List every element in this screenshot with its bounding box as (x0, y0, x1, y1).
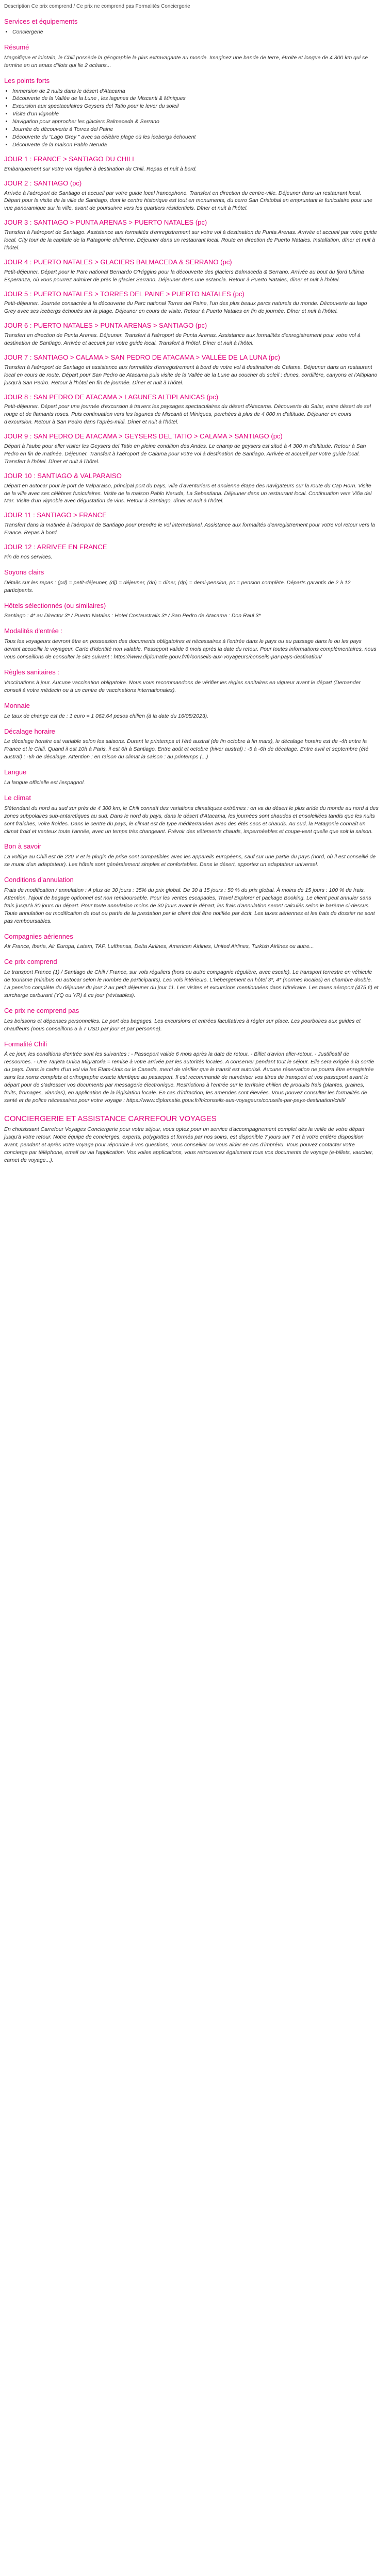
day-title: JOUR 7 : SANTIAGO > CALAMA > SAN PEDRO DE ATACAMA > VALLÉE DE LA LUNA (pc) (4, 353, 280, 361)
day-text: Petit-déjeuner. Journée consacrée à la découverte du Parc national Torres del Paine, l'un des plus beaux parcs naturels du monde. Découverte du lago Grey avec ses icebergs échoués sur la plage. Déjeuner en cours de visite. Retour à Puerto Natales en fin de journée. Dîner et nuit à l'hôtel. (4, 300, 367, 315)
day-text: Transfert à l'aéroport de Santiago. Assistance aux formalités d'enregistrement sur votre vol à destination de Punta Arenas. Arrivée et accueil par votre guide local. City tour de la capitale de la Patagonie chilienne. Déjeuner dans un restaurant local. Route en direction de Puerto Natales. Installation, dîner et nuit à l'hôtel. (4, 229, 377, 251)
services-list (4, 28, 379, 36)
section-heading: Décalage horaire (4, 727, 56, 735)
section-text: En choisissant Carrefour Voyages Conciergerie pour votre séjour, vous optez pour un service d'accompagnement complet dès la veille de votre départ jusqu'à votre retour. Notre équipe de concierges, experts, polyglottes et formés par nos soins, est disponible 7 jours sur 7 et à votre entière disposition avant, pendant et après votre voyage pour répondre à vos questions, vous conseiller ou vous aider en cas d'imprévu. Vous pouvez contacter votre concierge par téléphone, email ou via l'application. Vos voiles applications, vous retrouverez également tous vos documents de voyage (e-billets, vaucher, carnet de voyage...). (4, 1126, 373, 1163)
breadcrumb: Description Ce prix comprend / Ce prix ne comprend pas Formalités Conciergerie (4, 4, 190, 9)
day-text: Petit-déjeuner. Départ pour une journée d'excursion à travers les paysages spectaculaires du désert d'Atacama. Découverte du Salar, entre désert de sel rouge et de flamants roses. Puis continuation vers les lagunes de Miscanti et Miniques, perchées à plus de 4 000 m d'altitude. Déjeuner en cours d'excursion. Retour à San Pedro dans l'après-midi. Dîner et nuit à l'hôtel. (4, 403, 371, 426)
section-text: Tous les voyageurs devront être en possession des documents obligatoires et nécessaires à l'entrée dans le pays ou au passage dans le ou les pays devant accueillir le voyageur. Carte d'identité non valable. Passeport valide 6 mois après la date du retour. Pour toutes informations complémentaires, nous vous conseillons de consulter le site suivant : https://www.diplomatie.gouv.fr/fr/conseils-aux-voyageurs/conseils-par-pays-destination/ (4, 638, 377, 660)
day-title: JOUR 2 : SANTIAGO (pc) (4, 179, 82, 187)
section-heading: Monnaie (4, 701, 30, 709)
list-item: • Excursion aux spectaculaires Geysers del Tatio pour le lever du soleil (12, 103, 379, 110)
day-text: Fin de nos services. (4, 553, 53, 560)
section-text: Santiago : 4* au Director 3* / Puerto Natales : Hotel Costaustralis 3* / San Pedro de Atacama : Don Raul 3* (4, 613, 261, 619)
section-heading: Ce prix comprend (4, 958, 57, 966)
highlights-list (4, 88, 379, 149)
day-text: Embarquement sur votre vol régulier à destination du Chili. Repas et nuit à bord. (4, 165, 197, 172)
day-text: Transfert dans la matinée à l'aéroport de Santiago pour prendre le vol international. Assistance aux formalités d'enregistrement pour votre vol retour vers la France. Repas à bord. (4, 522, 375, 536)
section-heading: Règles sanitaires : (4, 668, 59, 676)
section-text: Air France, Iberia, Air Europa, Latam, TAP, Lufthansa, Delta Airlines, American Airlines, United Airlines, Turkish Airlines ou autre... (4, 943, 314, 950)
list-item: • Visite d'un vignoble (12, 110, 379, 118)
day-title: JOUR 1 : FRANCE > SANTIAGO DU CHILI (4, 155, 134, 163)
list-item: • Découverte de la maison Pablo Neruda (12, 141, 379, 149)
list-item: • Journée de découverte à Torres del Paine (12, 126, 379, 133)
day-text: Transfert en direction de Punta Arenas. Déjeuner. Transfert à l'aéroport de Punta Arenas. Assistance aux formalités d'enregistrement pour votre vol à destination de Santiago. Arrivée et accueil par votre guide local. Transfert à l'hôtel. Dîner et nuit à l'hôtel. (4, 332, 361, 347)
info-sections (4, 568, 379, 1164)
section-heading: Conditions d'annulation (4, 876, 74, 884)
section-text: Frais de modification / annulation : A plus de 30 jours : 35% du prix global. De 30 à 15 jours : 50 % du prix global. À moins de 15 jours : 100 % de frais. Attention, l'ajout de bagage optionnel est non remboursable. Pour les ventes escapades, Travel Explorer et package Booking. Le client peut annuler sans frais jusqu'à 30 jours du départ. Pour toute annulation moins de 30 jours avant le départ, les frais d'annulation seront calculés selon le barème ci-dessus. Toute annulation ou modification de tout ou partie de la prestation par le client doit être notifiée par écrit. Les taxes aériennes et les frais de dossier ne sont pas remboursables. (4, 887, 375, 924)
day-title: JOUR 12 : ARRIVEE EN FRANCE (4, 543, 107, 551)
itinerary (4, 155, 379, 561)
list-item: • Immersion de 2 nuits dans le désert d'Atacama (12, 88, 379, 95)
day-title: JOUR 9 : SAN PEDRO DE ATACAMA > GEYSERS DEL TATIO > CALAMA > SANTIAGO (pc) (4, 432, 283, 440)
section-heading: Soyons clairs (4, 568, 44, 576)
day-text: Arrivée à l'aéroport de Santiago et accueil par votre guide local francophone. Transfert en direction du centre-ville. Déjeuner dans un restaurant local. Départ pour la visite de la ville de Santiago, dont le centre historique est tout en monuments, du cerro San Cristobal en empruntant le funiculaire pour une vue panoramique sur la ville, avant de poursuivre vers les quartiers résidentiels. Dîner et nuit à l'hôtel. (4, 190, 372, 212)
section-text: Le décalage horaire est variable selon les saisons. Durant le printemps et l'été austral (de fin octobre à fin mars), le décalage horaire est de -4h entre la France et le Chili. Quand il est 10h à Paris, il est 6h à Santiago. Entre août et octobre (hiver austral) : -5 à -6h de décalage. Entre avril et septembre (été austral) : -6h de décalage. Attention : en raison du climat la saison : au printemps (...) (4, 738, 369, 760)
list-item: • Conciergerie (12, 28, 379, 36)
section-heading: Formalité Chili (4, 1040, 47, 1048)
section-heading: Langue (4, 768, 27, 776)
section-heading: Ce prix ne comprend pas (4, 1006, 79, 1014)
section-text: Les boissons et dépenses personnelles. Le port des bagages. Les excursions et entrées facultatives à régler sur place. Les pourboires aux guides et chauffeurs (nous conseillons 5 à 7 USD par jour et par personne). (4, 1018, 361, 1032)
section-text: À ce jour, les conditions d'entrée sont les suivantes : - Passeport valide 6 mois après la date de retour. - Billet d'avion aller-retour. - Justificatif de ressources. - Une Tarjeta Unica Migratoria = remise à votre arrivée par les autorités locales. A conserver pendant tout le séjour. Elle sera exigée à la sortie du pays. Dans le cadre d'un vol via les Etats-Unis ou le Canada, merci de vérifier que le transit est autorisé. Aucune réservation ne pourra être enregistrée sans les noms complets et orthographe exacte identique au passeport. Il est recommandé de numériser vos titres de transport et vos passeport avant le départ pour de s'adresser vos documents par messagerie électronique. Restrictions à l'entrée sur le territoire chilien de produits frais (plantes, graines, fruits, fromages, viandes), en application de la législation locale. En cas d'infraction, les amendes sont élevées. Vous pouvez consulter les formalités de santé et de police nécessaires pour votre voyage : https://www.diplomatie.gouv.fr/fr/conseils-aux-voyageurs/conseils-par-pays-destination/chili/ (4, 1051, 374, 1104)
day-title: JOUR 8 : SAN PEDRO DE ATACAMA > LAGUNES ALTIPLANICAS (pc) (4, 393, 219, 401)
day-title: JOUR 10 : SANTIAGO & VALPARAISO (4, 471, 122, 480)
day-title: JOUR 3 : SANTIAGO > PUNTA ARENAS > PUERTO NATALES (pc) (4, 218, 207, 227)
day-text: Départ en autocar pour le port de Valparaiso, principal port du pays, ville d'aventuriers et ancienne étape des navigateurs sur la route du Cap Horn. Visite de la ville avec ses célèbres funiculaires. Visite de la maison Pablo Neruda, La Sebastiana. Déjeuner dans un restaurant local. Continuation vers Viña del Mar. Visite d'un vignoble avec dégustation de vins. Retour à Santiago, dîner et nuit à l'hôtel. (4, 482, 372, 504)
day-text: Départ à l'aube pour aller visiter les Geysers del Tatio en pleine condition des Andes. Le champ de geysers est situé à 4 300 m d'altitude. Retour à San Pedro en fin de matinée. Déjeuner. Transfert à l'aéroport de Calama pour votre vol à destination de Santiago. Arrivée et accueil par votre guide local. Transfert à l'hôtel. Dîner et nuit à l'hôtel. (4, 443, 366, 465)
day-text: Transfert à l'aéroport de Santiago et assistance aux formalités d'enregistrement à bord de votre vol à destination de Calama. Déjeuner dans un restaurant local en cours de route. Départ pour San Pedro de Atacama puis visite de la Vallée de la Lune au coucher du soleil : dunes, cordillère, canyons et l'Altiplano jusqu'à San Pedro. Retour à l'hôtel en fin de journée. Dîner et nuit à l'hôtel. (4, 364, 378, 386)
section-text: Vaccinations à jour. Aucune vaccination obligatoire. Nous vous recommandons de vérifier les règles sanitaires en vigueur avant le départ (Demander conseil à votre médecin ou à un centre de vaccinations internationales). (4, 679, 361, 693)
highlights-heading: Les points forts (4, 76, 50, 84)
list-item: • Découverte de la Vallée de la Lune , les lagunes de Miscanti & Miniques (12, 95, 379, 103)
services-heading: Services et équipements (4, 18, 78, 26)
section-heading: Le climat (4, 793, 31, 802)
day-text: Petit-déjeuner. Départ pour le Parc national Bernardo O'Higgins pour la découverte des glaciers Balmaceda & Serrano. Arrivée au bout du fjord Ultima Esperanza, où vous pourrez admirer de près le glacier Serrano. Déjeuner dans une estancia. Retour à Puerto Natales, dîner et nuit à l'hôtel. (4, 268, 364, 283)
resume-heading: Résumé (4, 43, 29, 51)
section-text: Détails sur les repas : (pd) = petit-déjeuner, (dj) = déjeuner, (dn) = dîner, (dp) = demi-pension, pc = pension complète. Départs garantis de 2 à 12 participants. (4, 579, 351, 594)
list-item: • Navigation pour approcher les glaciers Balmaceda & Serrano (12, 118, 379, 126)
section-text: Le transport France (1) / Santiago de Chili / France, sur vols réguliers (hors ou autre compagnie régulière, avec escale). Le transport terrestre en véhicule de tourisme (minibus ou autocar selon le nombre de participants). Les vols intérieurs. L'hébergement en hôtel 3*, 4* (normes locales) en chambre double. La pension complète du déjeuner du jour 2 au petit déjeuner du jour 11. Les visites et excursions mentionnées dans l'itinéraire. Les taxes aéroport (475 €) et surcharge carburant (YQ ou YR) à ce jour (révisables). (4, 969, 379, 998)
section-text: S'étendant du nord au sud sur près de 4 300 km, le Chili connaît des variations climatiques extrêmes : on va du désert le plus aride du monde au nord à des zones subpolaires sub-antarctiques au sud. Dans le nord du pays, dans le désert d'Atacama, les journées sont chaudes et ensoleillées tandis que les nuits sont fraîches, voire froides. Dans le centre du pays, le climat est de type méditerranéen avec des étés secs et chauds. Au sud, la Patagonie connaît un climat froid et venteux toute l'année, avec un temps très changeant. Prévoir des vêtements chauds, imperméables et coupe-vent quelle que soit la saison. (4, 805, 379, 835)
section-heading: Modalités d'entrée : (4, 627, 63, 635)
section-heading: Bon à savoir (4, 842, 42, 851)
list-item: • Découverte du "Lago Grey " avec sa célèbre plage où les icebergs échouent (12, 133, 379, 141)
trip-description-page (0, 0, 383, 1183)
section-text: La voltige au Chili est de 220 V et le plugin de prise sont compatibles avec les appareils européens, sauf sur une partie du pays (nord, où il est conseillé de se munir d'un adaptateur). Les hôtels sont généralement simples et confortables. Dans le désert, apportez un adaptateur universel. (4, 854, 376, 868)
section-heading: Hôtels sélectionnés (ou similaires) (4, 601, 106, 609)
day-title: JOUR 11 : SANTIAGO > FRANCE (4, 511, 107, 519)
section-heading: CONCIERGERIE ET ASSISTANCE CARREFOUR VOYAGES (4, 1114, 217, 1123)
day-title: JOUR 4 : PUERTO NATALES > GLACIERS BALMACEDA & SERRANO (pc) (4, 258, 232, 266)
day-title: JOUR 5 : PUERTO NATALES > TORRES DEL PAINE > PUERTO NATALES (pc) (4, 290, 245, 298)
resume-text: Magnifique et lointain, le Chili possède la géographie la plus extravagante au monde. Imaginez une bande de terre, étroite et longue de 4 300 km qui se termine en un amas d'îlots qui lie 2 océans... (4, 54, 368, 69)
day-title: JOUR 6 : PUERTO NATALES > PUNTA ARENAS > SANTIAGO (pc) (4, 321, 207, 330)
section-heading: Compagnies aériennes (4, 932, 73, 940)
section-text: La langue officielle est l'espagnol. (4, 779, 85, 786)
section-text: Le taux de change est de : 1 euro = 1 062,64 pesos chilien (à la date du 16/05/2023). (4, 713, 209, 719)
